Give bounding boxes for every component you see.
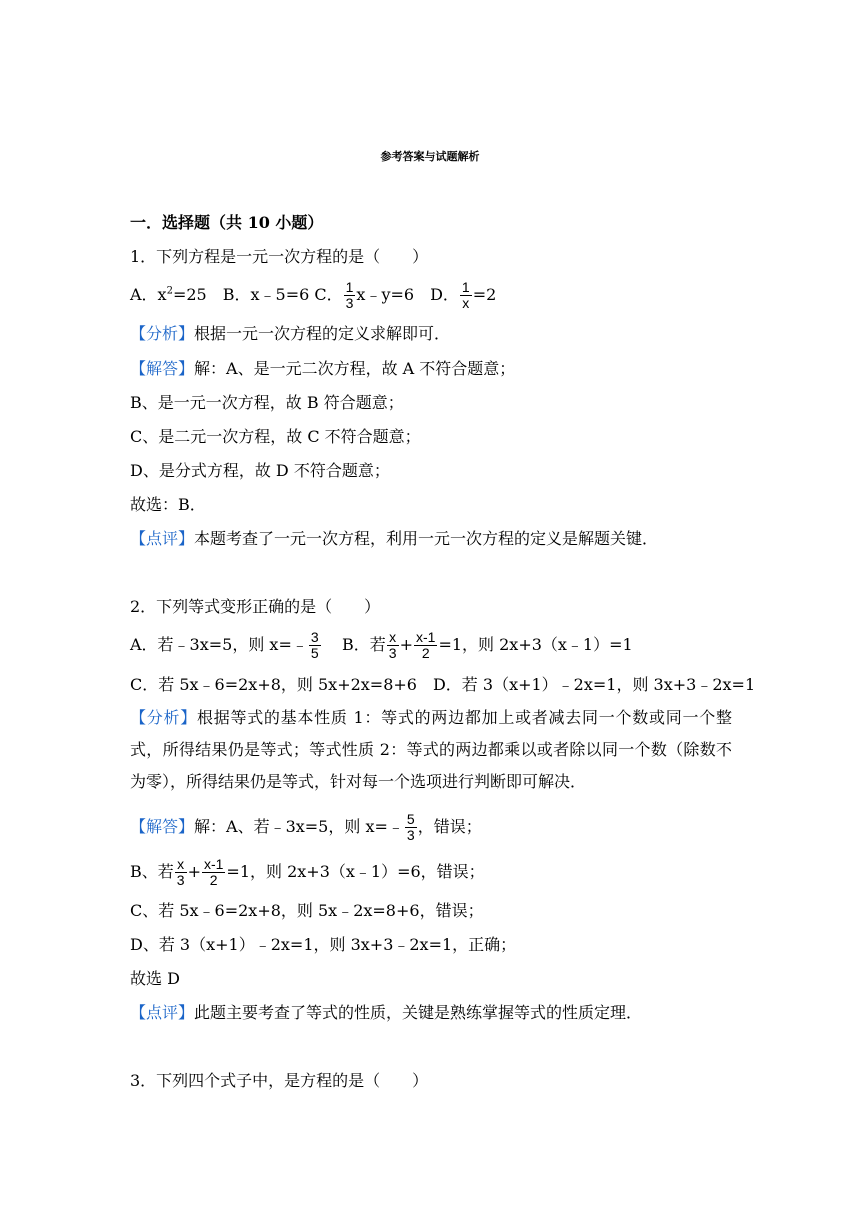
q1-comment: 【点评】本题考查了一元一次方程，利用一元一次方程的定义是解题关键． xyxy=(130,529,659,548)
q1-line-c: C、是二元一次方程，故 C 不符合题意； xyxy=(130,427,421,446)
q1-answer: 【解答】解：A、是一元二次方程，故 A 不符合题意； xyxy=(130,359,516,378)
q1-choice: 故选：B． xyxy=(130,495,206,514)
q1-fraction-d: $\frac{1}{x}$ xyxy=(461,279,470,311)
q2-options-cd: C．若 5x﹣6=2x+8，则 5x+2x=8+6 D．若 3（x+1）﹣2x=1，则 3x+3﹣2x=1 xyxy=(130,675,756,694)
q2-stem: 2．下列等式变形正确的是（ ） xyxy=(130,597,381,616)
q2-line-b: B、若 $\frac{x}{3}$ + $\frac{x-1}{2}$ =1，则 2x+3（x﹣1）=6，错误； xyxy=(130,856,485,888)
q1-options: A．$x^2=25$ B．x﹣5=6 C． $\frac{1}{3}$ x﹣y=6 D． $\frac{1}{x}$ =2 xyxy=(130,279,497,311)
q1-stem: 1．下列方程是一元一次方程的是（ ） xyxy=(130,247,429,266)
q3-stem: 3．下列四个式子中，是方程的是（ ） xyxy=(130,1071,429,1090)
section-heading: 一．选择题（共 10 小题） xyxy=(130,213,324,232)
q1-analysis: 【分析】根据一元一次方程的定义求解即可． xyxy=(130,324,451,343)
q2-options-ab: A．若﹣3x=5，则 x=﹣ $\frac{3}{5}$ B．若 $\frac{x}{3}$ + $\frac{x-1}{2}$ =1，则 2x+3（x﹣1）=1 xyxy=(130,629,633,661)
q2-answer: 【解答】解：A、若﹣3x=5，则 x=﹣ $\frac{5}{3}$ ，错误； xyxy=(130,811,482,843)
q2-fraction-a: $\frac{3}{5}$ xyxy=(310,629,319,661)
q2-line-d: D、若 3（x+1）﹣2x=1，则 3x+3﹣2x=1，正确； xyxy=(130,935,517,954)
page-title: 参考答案与试题解析 xyxy=(380,150,480,163)
q1-line-d: D、是分式方程，故 D 不符合题意； xyxy=(130,461,390,480)
q2-choice: 故选 D xyxy=(130,969,180,988)
q1-fraction-c: $\frac{1}{3}$ xyxy=(345,279,354,311)
q2-line-c: C、若 5x﹣6=2x+8，则 5x﹣2x=8+6，错误； xyxy=(130,901,484,920)
q2-comment: 【点评】此题主要考查了等式的性质，关键是熟练掌握等式的性质定理． xyxy=(130,1003,643,1022)
q2-analysis: 【分析】根据等式的基本性质 1：等式的两边都加上或者减去同一个数或同一个整式，所得结果仍是等式；等式性质 2：等式的两边都乘以或者除以同一个数（除数不为零），所得结果仍是等式，针对每一个选项进行判断即可解决． xyxy=(130,708,732,791)
q1-line-b: B、是一元一次方程，故 B 符合题意； xyxy=(130,393,404,412)
